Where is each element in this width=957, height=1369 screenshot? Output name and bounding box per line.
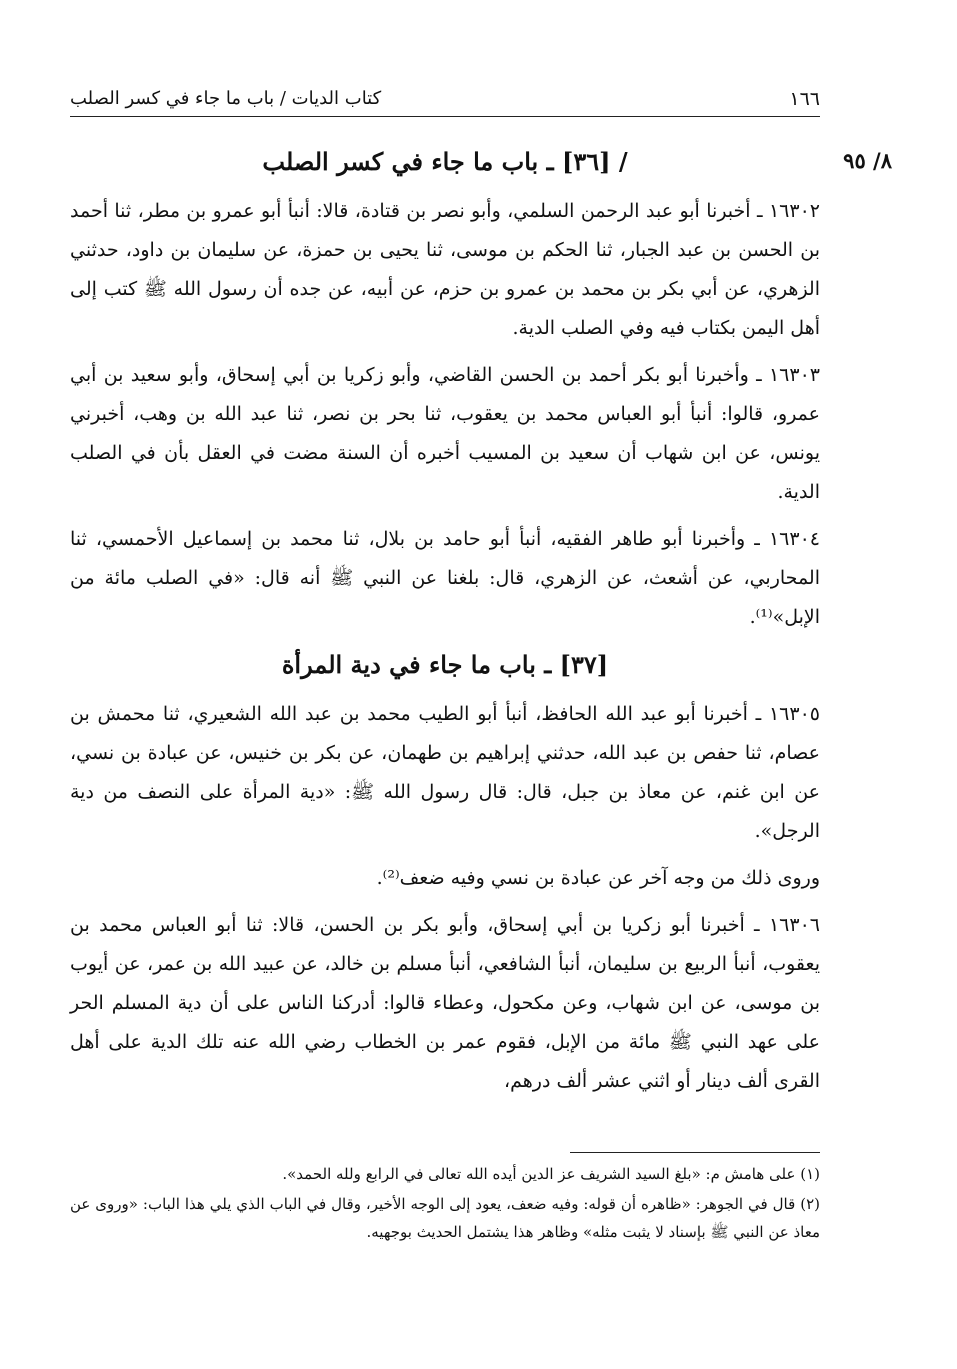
document-page bbox=[70, 0, 820, 1369]
hadith-16303: ١٦٣٠٣ ـ وأخبرنا أبو بكر أحمد بن الحسن القاضي، وأبو زكريا بن أبي إسحاق، وأبو سعيد بن أبي عمرو، قالوا: أنبأ أبو العباس محمد بن يعقوب، ثنا بحر بن نصر، ثنا عبد الله بن وهب، أخبرني يونس، عن ابن شهاب أن سعيد بن المسيب أخبره أن السنة مضت في العقل بأن في الصلب الدية. bbox=[70, 364, 820, 503]
header-rule bbox=[70, 116, 820, 117]
hadith-16302: ١٦٣٠٢ ـ أخبرنا أبو عبد الرحمن السلمي، وأبو نصر بن قتادة، قالا: أنبأ أبو عمرو بن مطر، ثنا أحمد بن الحسن بن عبد الجبار، ثنا الحكم بن موسى، ثنا يحيى بن حمزة، عن سليمان بن داود، حدثني الزهري، عن أبي بكر بن محمد بن عمرو بن حزم، عن أبيه، عن جده أن رسول الله ﷺ كتب إلى أهل اليمن بكتاب فيه وفي الصلب الدية. bbox=[70, 200, 820, 339]
footnote-2: (٢) قال في الجوهر: «ظاهره أن قوله: وفيه ضعف، يعود إلى الوجه الأخير، وقال في الباب الذي يلي هذا الباب: «وروى عن معاذ عن النبي ﷺ بإسناد لا يثبت مثله» وظاهر هذا يشتمل الحديث بوجهيه. bbox=[70, 1195, 820, 1241]
footnote-1: (١) على هامش م: «بلغ السيد الشريف عز الدين أيده الله تعالى في الرابع ولله الحمد». bbox=[282, 1165, 820, 1183]
running-title: كتاب الديات / باب ما جاء في كسر الصلب bbox=[70, 88, 382, 109]
main-text bbox=[70, 142, 820, 1109]
footnotes bbox=[70, 1160, 820, 1248]
chapter-heading-36: / [٣٦] ـ باب ما جاء في كسر الصلب bbox=[262, 147, 628, 176]
hadith-16306: ١٦٣٠٦ ـ أخبرنا أبو زكريا بن أبي إسحاق، وأبو بكر بن الحسن، قالا: ثنا أبو العباس محمد بن يعقوب، أنبأ الربيع بن سليمان، أنبأ الشافعي، أنبأ مسلم بن خالد، عن عبيد الله بن عمر، عن أيوب بن موسى، عن ابن شهاب، وعن مكحول، وعطاء قالوا: أدركنا الناس على أن دية المسلم الحر على عهد النبي ﷺ مائة من الإبل، فقوم عمر بن الخطاب رضي الله عنه تلك الدية على أهل القرى ألف دينار أو اثني عشر ألف درهم، bbox=[70, 914, 820, 1092]
margin-reference: ٨/ ٩٥ bbox=[843, 148, 892, 173]
narration-note: وروى ذلك من وجه آخر عن عبادة بن نسي وفيه ضعف⁽²⁾. bbox=[376, 867, 820, 889]
page-number: ١٦٦ bbox=[789, 88, 820, 110]
footnote-rule bbox=[570, 1152, 820, 1153]
chapter-heading-37: [٣٧] ـ باب ما جاء في دية المرأة bbox=[281, 650, 609, 679]
hadith-16304: ١٦٣٠٤ ـ وأخبرنا أبو طاهر الفقيه، أنبأ أبو حامد بن بلال، ثنا محمد بن إسماعيل الأحمسي، ثنا المحاربي، عن أشعث، عن الزهري، قال: بلغنا عن النبي ﷺ أنه قال: «في الصلب مائة من الإبل»⁽¹⁾. bbox=[70, 528, 820, 628]
page-header bbox=[70, 88, 820, 118]
hadith-16305: ١٦٣٠٥ ـ أخبرنا أبو عبد الله الحافظ، أنبأ أبو الطيب محمد بن عبد الله الشعيري، ثنا محمش بن عصام، ثنا حفص بن عبد الله، حدثني إبراهيم بن طهمان، عن بكر بن خنيس، عن عبادة بن نسي، عن ابن غنم، عن معاذ بن جبل، قال: قال رسول الله ﷺ: «دية المرأة على النصف من دية الرجل». bbox=[70, 703, 820, 842]
